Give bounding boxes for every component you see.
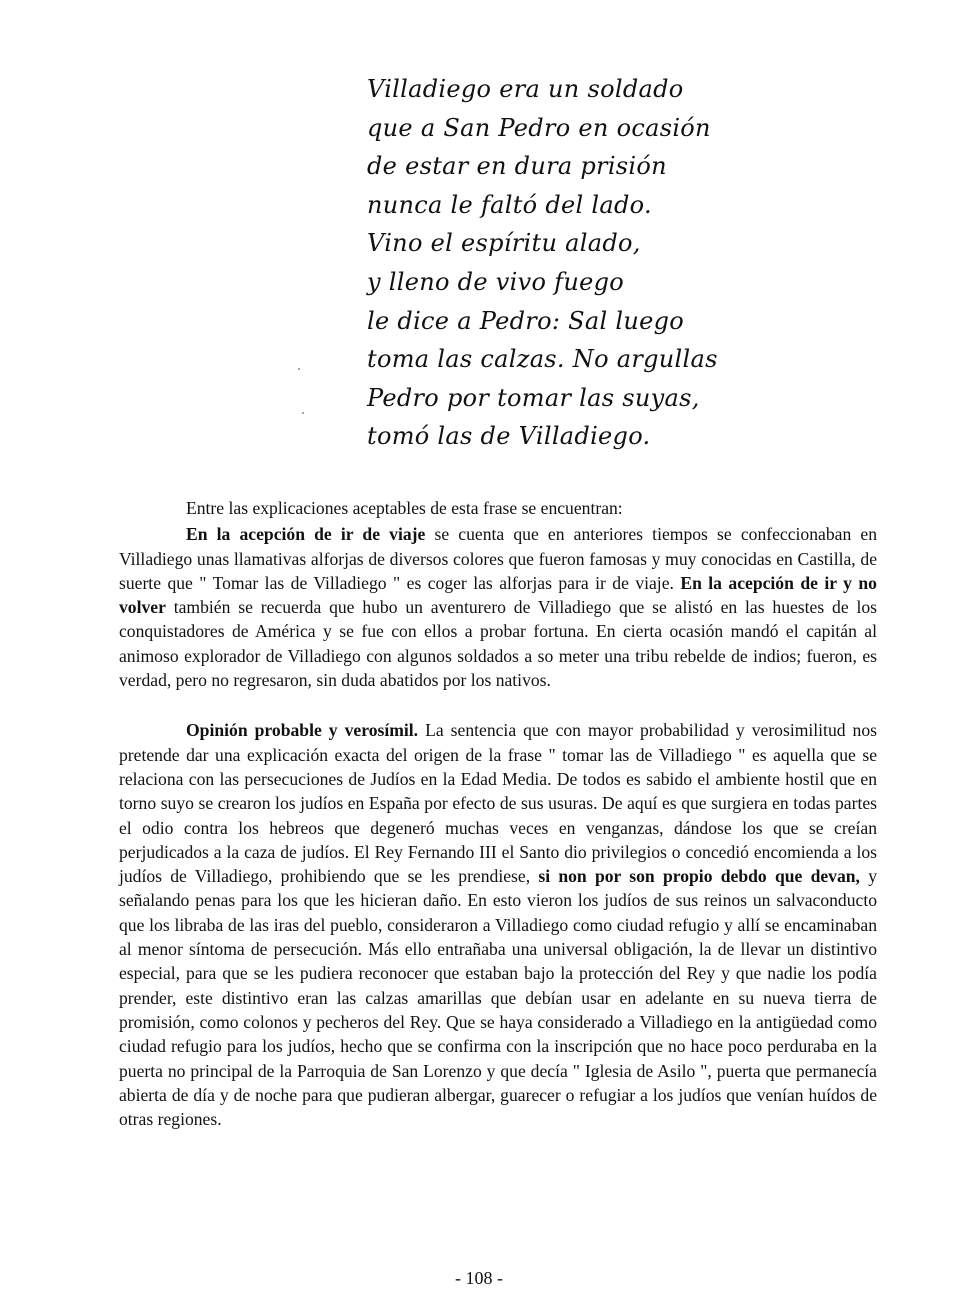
heading-ir-y-no-volver: En la acepción de ir y no volver — [119, 572, 877, 618]
paragraph-acepciones — [119, 522, 877, 692]
quoted-privilege-phrase: si non por son propio debdo que devan, — [538, 866, 860, 887]
poem-line: nunca le faltó del lado. — [367, 190, 652, 219]
poem-line: Villadiego era un soldado — [367, 75, 684, 103]
poem-stanza — [367, 70, 887, 456]
poem-line: y lleno de vivo fuego — [367, 267, 624, 296]
poem-line: Vino el espíritu alado, — [367, 229, 641, 258]
intro-paragraph: Entre las explicaciones aceptables de esta frase se encuentran: — [186, 498, 623, 518]
poem-line: de estar en dura prisión — [367, 152, 667, 181]
paragraph-text: también se recuerda que hubo un aventurero de Villadiego que se alistó en las huestes de los conquistadores de América y se fue con ellos a probar fortuna. En cierta ocasión mandó el capitán al animoso explorador de Villadiego con algunos soldados a so meter una tribu rebelde de indios; fueron, es verdad, pero no regresaron, sin duda abatidos por los nativos. — [119, 597, 877, 691]
poem-line: le dice a Pedro: Sal luego — [367, 306, 685, 335]
paragraph-text: y señalando penas para los que les hicieran daño. En esto vieron los judíos de sus reinos un salvaconducto que los libraba de las iras del pueblo, consideraron a Villadiego como ciudad refugio y allí se encaminaban al menor síntoma de persecución. Más ello entrañaba una universal obligación, la de llevar un distintivo especial, para que se les pudiera reconocer que estaban bajo la protección del Rey y que nadie los podía prender, este distintivo eran las calzas amarillas que debían usar en adelante en su nueva tierra de promisión, como colonos y pecheros del Rey. Que se haya considerado a Villadiego en la antigüedad como ciudad refugio para los judíos, hecho que se confirma con la inscripción que no hace poco perduraba en la puerta no principal de la Parroquia de San Lorenzo y que decía " Iglesia de Asilo ", puerta que permanecía abierta de día y de noche para que pudieran albergar, guarecer o refugiar a los judíos que venían huídos de otras regiones. — [119, 866, 877, 1130]
body-text — [119, 496, 877, 1131]
paragraph-text: La sentencia que con mayor probabilidad y verosimilitud nos pretende dar una explicación exacta del origen de la frase " tomar las de Villadiego " es aquella que se relaciona con las persecuciones de Judíos en la Edad Media. De todos es sabido el ambiente hostil que en torno suyo se crearon los judíos en España por efecto de sus usuras. De aquí es que surgiera en todas partes el odio contra los hebreos que degeneró muchas veces en venganzas, dándose los que se creían perjudicados a la caza de judíos. El Rey Fernando III el Santo dio privilegios o concedió encomienda a los judíos de Villadiego, prohibiendo que se les prendiese, — [119, 720, 878, 887]
scan-speck — [302, 412, 304, 414]
paragraph-text: se cuenta que en anteriores tiempos se confeccionaban en Villadiego unas llamativas alforjas de diversos colores que fueron famosas y muy conocidas en Castilla, de suerte que " Tomar las de Villadiego " es coger las alforjas para ir de viaje. — [119, 524, 877, 593]
poem-line: que a San Pedro en ocasión — [367, 113, 711, 142]
scan-speck — [298, 368, 300, 370]
heading-ir-de-viaje: En la acepción de ir de viaje — [186, 524, 426, 545]
poem-line: toma las calzas. No argullas — [367, 345, 718, 374]
poem-line: tomó las de Villadiego. — [367, 422, 651, 451]
heading-opinion-probable: Opinión probable y verosímil. — [186, 720, 419, 741]
poem-line: Pedro por tomar las suyas, — [367, 383, 700, 412]
page-number: - 108 - — [455, 1268, 503, 1288]
paragraph-opinion — [119, 718, 877, 1131]
